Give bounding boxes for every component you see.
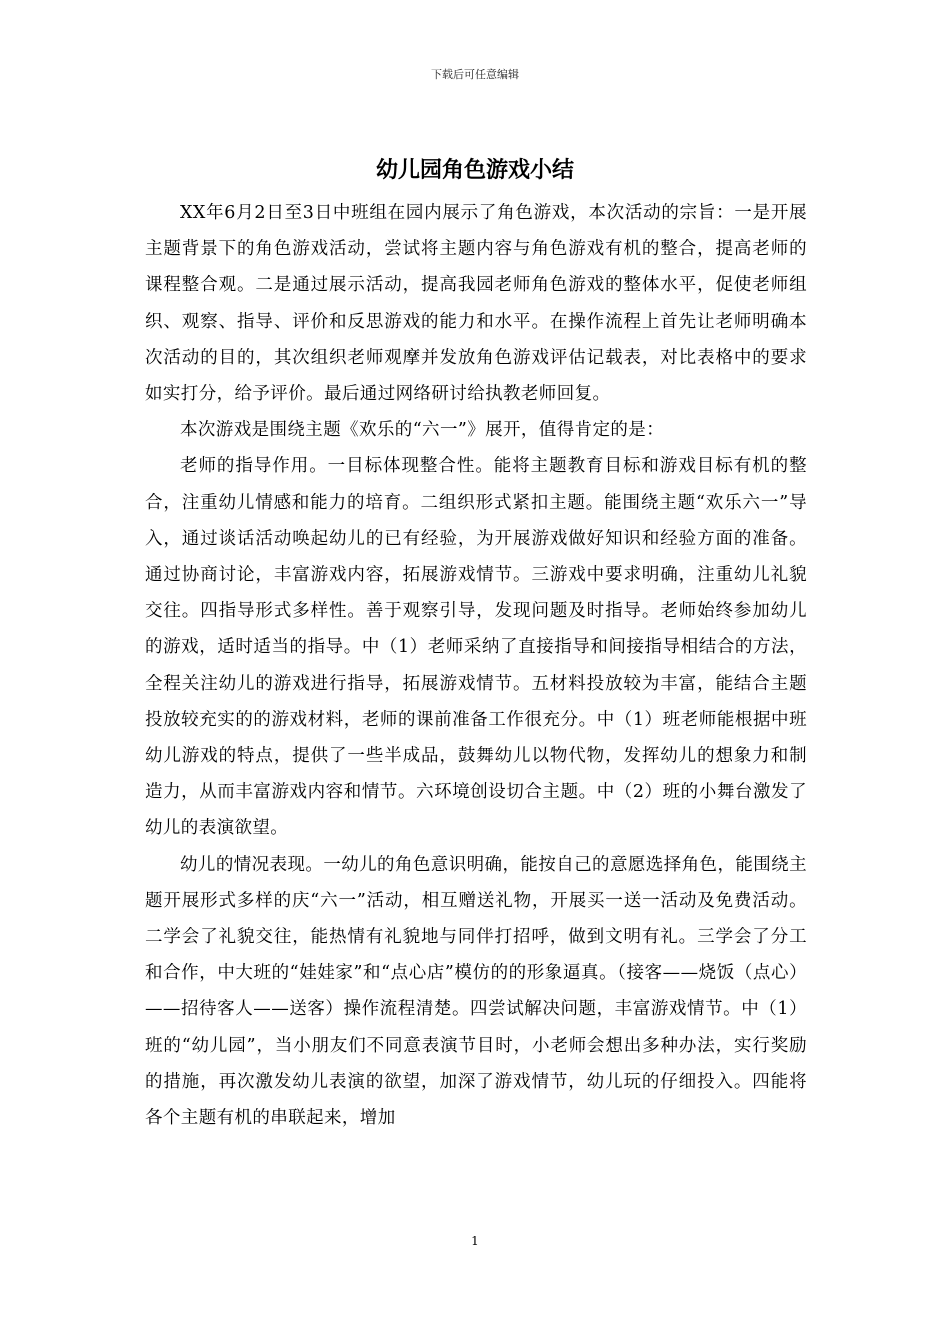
page-number: 1 [471, 1234, 479, 1248]
paragraph-theme: 本次游戏是围绕主题《欢乐的“六一”》展开，值得肯定的是： [180, 420, 665, 441]
paragraph-teacher-guidance: 老师的指导作用。一目标体现整合性。能将主题教育目标和游戏目标有机的整合，注重幼儿情感和能力的培育。二组织形式紧扣主题。能围绕主题“欢乐六一”导入，通过谈话活动唤起幼儿的已有经验，为开展游戏做好知识和经验方面的准备。通过协商讨论，丰富游戏内容，拓展游戏情节。三游戏中要求明确，注重幼儿礼貌交往。四指导形式多样性。善于观察引导，发现问题及时指导。老师始终参加幼儿的游戏，适时适当的指导。中（1）老师采纳了直接指导和间接指导相结合的方法，全程关注幼儿的游戏进行指导，拓展游戏情节。五材料投放较为丰富，能结合主题投放较充实的的游戏材料，老师的课前准备工作很充分。中（1）班老师能根据中班幼儿游戏的特点，提供了一些半成品，鼓舞幼儿以物代物，发挥幼儿的想象力和制造力，从而丰富游戏内容和情节。六环境创设切合主题。中（2）班的小舞台激发了幼儿的表演欲望。 [145, 456, 807, 839]
paragraph-children-performance: 幼儿的情况表现。一幼儿的角色意识明确，能按自己的意愿选择角色，能围绕主题开展形式多样的庆“六一”活动，相互赠送礼物，开展买一送一活动及免费活动。二学会了礼貌交往，能热情有礼貌地与同伴打招呼，做到文明有礼。三学会了分工和合作，中大班的“娃娃家”和“点心店”模仿的的形象逼真。（接客——烧饭（点心）——招待客人——送客）操作流程清楚。四尝试解决问题，丰富游戏情节。中（1）班的“幼儿园”，当小朋友们不同意表演节目时，小老师会想出多种办法，实行奖励的措施，再次激发幼儿表演的欲望，加深了游戏情节，幼儿玩的仔细投入。四能将各个主题有机的串联起来，增加 [145, 854, 807, 1129]
page-header-note: 下载后可任意编辑 [431, 68, 519, 81]
document-title: 幼儿园角色游戏小结 [375, 158, 574, 183]
document-body [145, 195, 807, 1136]
paragraph-intro: XX年6月2日至3日中班组在园内展示了角色游戏，本次活动的宗旨：一是开展主题背景下的角色游戏活动，尝试将主题内容与角色游戏有机的整合，提高老师的课程整合观。二是通过展示活动，提高我园老师角色游戏的整体水平，促使老师组织、观察、指导、评价和反思游戏的能力和水平。在操作流程上首先让老师明确本次活动的目的，其次组织老师观摩并发放角色游戏评估记载表，对比表格中的要求如实打分，给予评价。最后通过网络研讨给执教老师回复。 [145, 203, 807, 405]
